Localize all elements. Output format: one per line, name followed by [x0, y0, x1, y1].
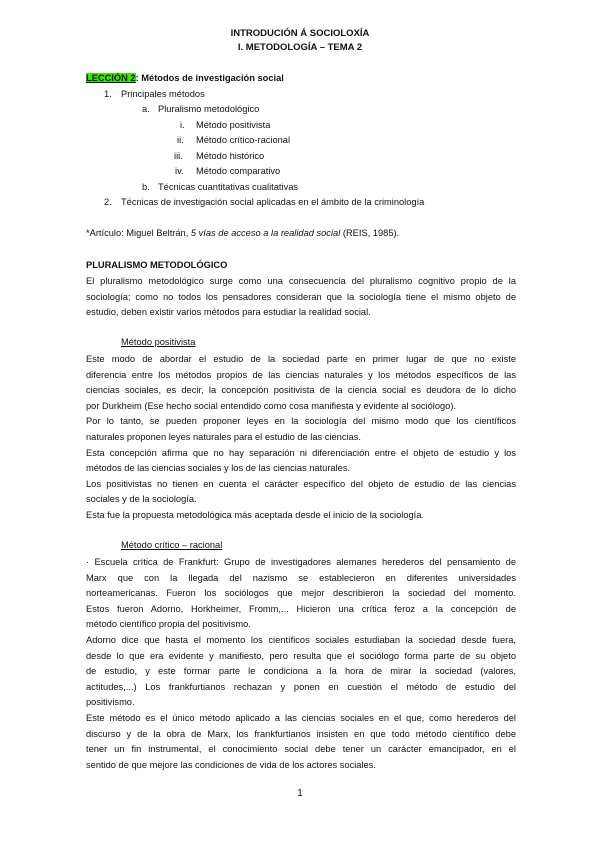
outline-item: iii.	[174, 151, 183, 161]
document-subtitle: I. METODOLOGÍA – TEMA 2	[237, 42, 363, 53]
outline-item-text: Método positivista	[196, 120, 271, 130]
outline-item-text: Método histórico	[196, 151, 265, 161]
outline-item-text: Técnicas cuantitativas cualitativas	[158, 182, 299, 192]
document-title: INTRODUCIÓN Á SOCIOLOXÍA	[230, 28, 370, 39]
lesson-heading	[86, 73, 284, 83]
outline-item: 2.	[104, 197, 112, 207]
outline-item-text: Método crítico-racional	[196, 135, 291, 145]
article-title: 5 vías de acceso a la realidad social	[190, 228, 341, 238]
section-paragraph: El pluralismo metodológico surge como una consecuencia del pluralismo cognitivo propio de la sociología; como no todos los pensadores consideran que la sociología tiene el mismo objeto de estudio, deben existir varios métodos para estudiar la realidad social.	[86, 276, 516, 318]
outline-item: 1.	[104, 89, 112, 99]
subsection-heading: Método positivista	[121, 337, 196, 347]
article-reference: *Artículo: Miguel Beltrán, 5 vías de acceso a la realidad social (REIS, 1985).	[86, 228, 400, 238]
lesson-title: : Métodos de investigación social	[135, 73, 284, 83]
outline-item: i.	[180, 120, 185, 130]
outline-item: ii.	[177, 135, 184, 145]
outline-item-text: Pluralismo metodológico	[158, 104, 260, 114]
positivista-paragraph: Este modo de abordar el estudio de la sociedad parte en primer lugar de que no existe diferencia entre los métodos propios de las ciencias naturales y los métodos específicos de las ciencias sociales, es decir, la concepción positivista de la ciencia social es deudora de lo dicho por Durkheim (Ese hecho social entendido como cosa manifiesta y evidente al sociólogo). Por lo tanto, se pueden proponer leyes en la sociología del mismo modo que los científicos naturales proponen leyes naturales para el estudio de las ciencias. Esta concepción afirma que no hay separación ni diferenciación entre el objeto de estudio y los métodos de las ciencias sociales y los de las ciencias naturales. Los positivistas no tienen en cuenta el carácter específico del objeto de estudio de las ciencias sociales y de la sociología. Esta fue la propuesta metodológica más aceptada desde el inicio de la sociología.	[86, 354, 516, 520]
critico-paragraph: · Escuela crítica de Frankfurt: Grupo de investigadores alemanes herederos del pensamiento de Marx que con la llegada del nazismo se establecieron en diferentes universidades norteamericanas. Fueron los sociólogos que mejor describieron la sociedad del momento. Estos fueron Adorno, Horkheimer, Fromm,... Hicieron una crítica feroz a la concepción de método científico propia del positivismo. Adorno dice que hasta el momento los científicos sociales estudiaban la sociedad desde fuera, desde lo que era evidente y manifiesto, pero resulta que el sociólogo forma parte de su objeto de estudio, y este formar parte le condiciona a la hora de mirar la sociedad (valores, actitudes,...) Los frankfurtianos rechazan y ponen en cuestión el método de estudio del positivismo. Este método es el único método aplicado a las ciencias sociales en el que, como herederos del discurso y de la obra de Marx, los frankfurtianos insisten en que todo método científico debe tener un fin instrumental, el conocimiento social debe tener un carácter emancipador, en el sentido de que mejore las condiciones de vida de los actores sociales.	[86, 557, 516, 770]
outline-item-text: Método comparativo	[196, 166, 281, 176]
outline-item-text: Técnicas de investigación social aplicadas en el ámbito de la criminología	[121, 197, 425, 207]
subsection-heading: Método crítico – racional	[121, 540, 223, 550]
outline-item: a.	[142, 104, 150, 114]
outline-item: iv.	[175, 166, 184, 176]
page-number: 1	[297, 788, 303, 799]
lesson-tag: LECCIÓN 2	[86, 73, 136, 83]
section-heading: PLURALISMO METODOLÓGICO	[86, 260, 228, 270]
outline-item: b.	[142, 182, 150, 192]
outline-item-text: Principales métodos	[121, 89, 205, 99]
